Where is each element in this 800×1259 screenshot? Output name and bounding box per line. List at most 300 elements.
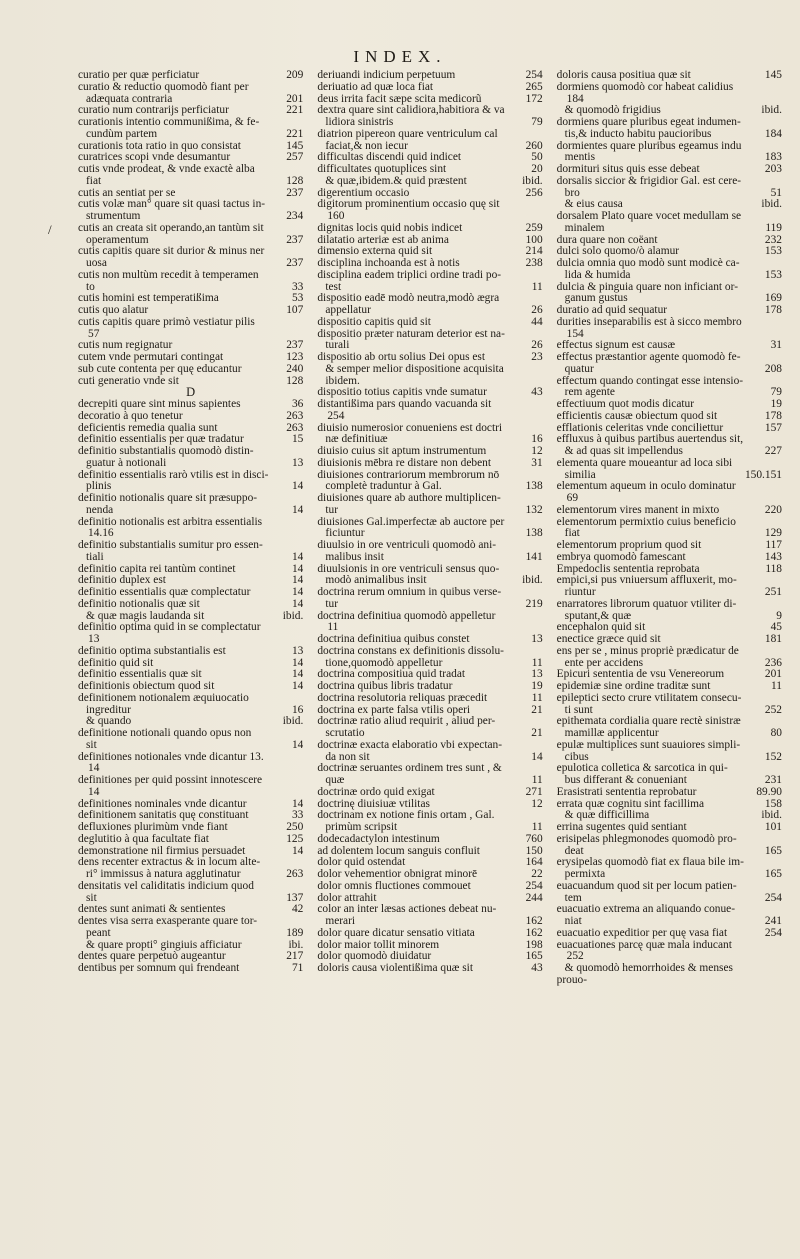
entry-page-ref: 237 <box>286 234 304 246</box>
entry-text: decrepiti quare sint minus sapientes <box>78 399 241 410</box>
entry-page-ref: ibi. <box>288 939 304 951</box>
entry-text: deglutitio à qua facultate fiat <box>78 833 209 845</box>
entry-text: dentes quare perpetuò augeantur <box>78 951 226 963</box>
entry-text: & eius causa <box>564 199 623 211</box>
index-entry <box>557 622 782 634</box>
entry-page-ref: 12 <box>531 446 543 457</box>
index-entry <box>557 916 782 928</box>
entry-page-ref: 237 <box>286 340 304 352</box>
entry-text: definitiones notionales vnde dicantur 13. <box>78 751 264 763</box>
index-entry <box>78 552 303 564</box>
index-entry <box>78 940 303 952</box>
entry-text: niat <box>564 916 582 927</box>
entry-text: & quare propti° gingiuis afficiatur <box>86 939 242 951</box>
entry-page-ref: 157 <box>764 422 782 434</box>
entry-page-ref: 44 <box>531 316 543 328</box>
entry-text: digerentium occasio <box>317 187 410 199</box>
index-entry <box>78 857 303 869</box>
entry-text: doctrinæ exacta elaboratio vbi expectan- <box>317 739 503 751</box>
index-entry <box>557 364 782 376</box>
entry-text: doloris causa positiua quæ sit <box>556 70 691 81</box>
entry-page-ref: 26 <box>531 340 543 352</box>
entry-text: definitiones per quid possint innotescere <box>78 775 263 786</box>
index-entry <box>557 658 782 670</box>
entry-text: & quæ difficillima <box>564 810 650 822</box>
entry-text: definitio substantialis quomodò distin- <box>78 446 254 457</box>
entry-text: plinis <box>86 481 112 493</box>
index-entry <box>317 928 542 940</box>
index-entry <box>78 105 303 117</box>
entry-text: ibidem. <box>325 375 360 387</box>
index-entry <box>78 246 303 258</box>
entry-text: doctrinæ ratio aliud requirit , aliud per- <box>317 716 496 728</box>
entry-text: effectum quando contingat esse intensio- <box>556 375 744 387</box>
entry-page-ref: 16 <box>291 704 304 716</box>
index-entry <box>78 470 303 482</box>
index-entry <box>317 752 542 764</box>
entry-text: epulæ multiplices sunt suauiores simpli- <box>556 739 741 751</box>
index-entry <box>557 740 782 752</box>
index-entry <box>557 246 782 258</box>
entry-page-ref: 138 <box>525 528 543 540</box>
entry-text: doctrina ex parte falsa vtilis operi <box>317 704 471 716</box>
entry-text: defluxiones plurimùm vnde fiant <box>78 822 228 833</box>
index-entry <box>557 423 782 435</box>
index-entry <box>317 869 542 881</box>
entry-page-ref: 240 <box>286 363 304 375</box>
entry-text: similia <box>564 469 596 481</box>
entry-page-ref: 209 <box>286 70 304 81</box>
index-entry <box>557 223 782 235</box>
index-entry <box>557 728 782 740</box>
entry-text: ti sunt <box>564 704 593 716</box>
entry-text: 160 <box>327 211 345 222</box>
entry-text: dulcia omnia quo modò sunt modicè ca- <box>556 258 740 269</box>
entry-page-ref: 11 <box>771 681 782 692</box>
index-entry <box>317 434 542 446</box>
entry-text: elementorum permixtio cuius beneficio <box>556 516 737 528</box>
entry-page-ref: 50 <box>531 152 543 164</box>
entry-page-ref: 236 <box>764 657 782 669</box>
entry-page-ref: 231 <box>764 775 782 786</box>
entry-text: embrya quomodò famescant <box>556 551 686 563</box>
entry-text: euacuatio extrema an aliquando conue- <box>556 904 736 916</box>
entry-text: dispositio ab ortu solius Dei opus est <box>317 352 486 363</box>
entry-page-ref: 11 <box>531 775 543 786</box>
index-entry <box>317 446 542 458</box>
index-entry <box>317 705 542 717</box>
index-entry <box>317 846 542 858</box>
entry-text: cutis vnde prodeat, & vnde exactè alba <box>78 164 255 175</box>
index-entry <box>557 705 782 717</box>
entry-text: dispositio præter naturam deterior est na- <box>317 328 505 340</box>
index-entry <box>317 834 542 846</box>
index-entry <box>317 458 542 470</box>
index-entry <box>78 423 303 435</box>
entry-page-ref: 214 <box>525 246 543 258</box>
index-entry <box>317 270 542 282</box>
entry-page-ref: 254 <box>525 70 543 81</box>
entry-page-ref: 107 <box>286 305 304 316</box>
entry-page-ref: 53 <box>291 293 304 305</box>
index-entry <box>317 716 542 728</box>
index-entry <box>557 188 782 200</box>
entry-text: diatrion pipereon quare ventriculum cal <box>317 128 498 140</box>
entry-page-ref: 42 <box>291 904 304 916</box>
index-entry <box>557 493 782 505</box>
index-entry <box>557 763 782 775</box>
entry-text: minalem <box>564 222 605 234</box>
index-entry <box>317 470 542 482</box>
index-entry <box>317 599 542 611</box>
entry-page-ref: 257 <box>286 152 304 164</box>
index-entry <box>78 599 303 611</box>
entry-text: merari <box>325 916 356 927</box>
index-entry <box>317 352 542 364</box>
index-entry <box>557 458 782 470</box>
entry-text: & quando <box>86 716 132 728</box>
entry-page-ref: 220 <box>764 504 782 516</box>
entry-text: tem <box>564 892 582 904</box>
entry-text: permixta <box>564 869 606 880</box>
index-entry <box>317 129 542 141</box>
entry-text: diuisionis mēbra re distare non debent <box>317 457 491 469</box>
entry-text: malibus insit <box>325 551 384 563</box>
entry-text: definitio essentialis per quæ tradatur <box>78 434 244 446</box>
entry-page-ref: 128 <box>286 375 304 387</box>
entry-page-ref: 227 <box>764 446 782 457</box>
index-entry <box>78 716 303 728</box>
index-entry <box>78 611 303 623</box>
index-entry <box>78 70 303 82</box>
entry-text: ingreditur <box>86 704 131 716</box>
entry-text: color an inter læsas actiones debeat nu- <box>317 904 497 916</box>
entry-text: sit <box>86 892 97 904</box>
entry-page-ref: 117 <box>765 540 782 551</box>
index-entry <box>78 564 303 576</box>
entry-text: diuulsio in ore ventriculi quomodò ani- <box>317 540 497 551</box>
index-entry <box>78 305 303 317</box>
index-entry <box>78 340 303 352</box>
index-entry <box>317 117 542 129</box>
index-entry <box>557 869 782 881</box>
index-entry <box>78 846 303 858</box>
entry-text: 14.16 <box>88 528 114 540</box>
entry-text: elementa quare moueantur ad loca sibi <box>556 457 733 469</box>
entry-page-ref: 31 <box>531 457 543 469</box>
entry-text: completè traduntur à Gal. <box>325 481 442 493</box>
index-entry <box>317 575 542 587</box>
entry-page-ref: 101 <box>764 822 782 833</box>
entry-page-ref: 145 <box>286 140 304 152</box>
entry-text: definitio substantialis sumitur pro essen- <box>78 540 263 551</box>
entry-page-ref: 43 <box>531 387 543 399</box>
index-entry <box>557 446 782 458</box>
entry-page-ref: ibid. <box>761 810 782 822</box>
entry-page-ref: ibid. <box>282 716 304 728</box>
entry-text: diuisio cuius sit aptum instrumentum <box>317 446 487 457</box>
entry-text: definitio optima substantialis est <box>78 645 226 657</box>
entry-page-ref: ibid. <box>761 199 782 211</box>
entry-page-ref: 150.151 <box>744 469 782 481</box>
index-entry <box>317 940 542 952</box>
entry-page-ref: 165 <box>764 845 782 857</box>
index-entry <box>557 752 782 764</box>
index-entry <box>78 364 303 376</box>
entry-page-ref: 165 <box>764 869 782 880</box>
entry-page-ref: 254 <box>525 880 543 892</box>
entry-text: elementorum vires manent in mixto <box>556 504 720 516</box>
index-entry <box>317 223 542 235</box>
index-entry <box>78 622 303 634</box>
index-entry <box>78 669 303 681</box>
entry-text: tis,& inducto habitu paucioribus <box>564 128 712 140</box>
index-entry <box>557 975 782 987</box>
index-entry <box>317 775 542 787</box>
entry-text: curatio & reductio quomodò fiant per <box>78 81 249 93</box>
entry-text: dentes sunt animati & sentientes <box>78 904 226 916</box>
entry-text: dolor quomodò diuidatur <box>317 951 432 963</box>
index-entry <box>317 82 542 94</box>
index-entry <box>78 963 303 975</box>
entry-text: sub cute contenta per quę educantur <box>78 363 242 375</box>
index-entry <box>557 904 782 916</box>
index-entry <box>557 282 782 294</box>
index-entry <box>317 387 542 399</box>
entry-page-ref: 14 <box>291 598 304 610</box>
index-entry <box>317 211 542 223</box>
entry-text: distantißima pars quando vacuanda sit <box>317 399 492 410</box>
entry-page-ref: 14 <box>291 504 304 516</box>
entry-text: peant <box>86 927 111 939</box>
entry-text: D <box>186 387 196 399</box>
entry-page-ref: 260 <box>525 140 543 152</box>
entry-page-ref: 208 <box>764 363 782 375</box>
index-entry <box>557 528 782 540</box>
index-entry <box>317 235 542 247</box>
entry-text: disciplina eadem triplici ordine tradi po- <box>317 269 502 281</box>
entry-text: operamentum <box>86 234 149 246</box>
entry-text: erysipelas quomodò fiat ex flaua bile im- <box>556 857 744 869</box>
index-entry <box>317 329 542 341</box>
entry-text: to <box>86 281 95 293</box>
entry-page-ref: 201 <box>286 93 304 105</box>
entry-text: effectiuum quot modis dicatur <box>556 399 695 410</box>
entry-text: strumentum <box>86 211 141 222</box>
entry-page-ref: 244 <box>525 892 543 904</box>
entry-text: fiat <box>86 175 102 187</box>
index-entry <box>78 317 303 329</box>
entry-page-ref: 265 <box>525 81 543 93</box>
entry-page-ref: 153 <box>764 246 782 258</box>
entry-text: & quæ magis laudanda sit <box>86 610 205 622</box>
entry-text: nenda <box>86 504 114 516</box>
index-entry <box>317 70 542 82</box>
index-entry <box>317 411 542 423</box>
entry-page-ref: 189 <box>286 927 304 939</box>
entry-text: cutis an sentiat per se <box>78 187 176 199</box>
entry-text: doctrina rerum omnium in quibus verse- <box>317 587 502 598</box>
entry-text: euacuandum quod sit per locum patien- <box>556 880 737 892</box>
index-entry <box>78 176 303 188</box>
index-entry <box>317 528 542 540</box>
entry-text: dispositio eadē modò neutra,modò ægra <box>317 293 500 305</box>
entry-text: 252 <box>566 951 584 963</box>
entry-text: dolor vehementior obnigrat minorē <box>317 869 478 880</box>
index-column-2 <box>317 70 542 987</box>
entry-text: scrutatio <box>325 728 365 739</box>
entry-text: erisipelas phlegmonodes quomodò pro- <box>556 833 737 845</box>
index-entry <box>78 787 303 799</box>
entry-text: 69 <box>566 493 579 504</box>
entry-page-ref: 118 <box>765 563 782 575</box>
entry-page-ref: ibid. <box>522 175 543 187</box>
entry-text: & quomodò hemorrhoides & menses <box>564 963 733 974</box>
entry-text: doctrina compositiua quid tradat <box>317 669 466 681</box>
entry-text: durities inseparabilis est à sicco membro <box>556 316 742 328</box>
entry-text: definitio notionalis quæ sit <box>78 598 200 610</box>
entry-page-ref: 221 <box>286 128 304 140</box>
index-entry <box>78 893 303 905</box>
entry-text: doloris causa violentißima quæ sit <box>317 963 473 974</box>
entry-text: uosa <box>86 258 107 269</box>
entry-page-ref: 21 <box>531 704 543 716</box>
index-entry <box>78 658 303 670</box>
entry-page-ref: 158 <box>764 798 782 810</box>
entry-page-ref: 15 <box>291 434 304 446</box>
index-entry <box>78 869 303 881</box>
index-entry <box>317 164 542 176</box>
entry-text: & quomodò frigidius <box>564 105 661 117</box>
entry-text: euacuatio expeditior per quę vasa fiat <box>556 927 728 939</box>
index-entry <box>78 928 303 940</box>
entry-page-ref: 11 <box>531 822 543 833</box>
entry-text: & semper melior dispositione acquisita <box>325 363 504 375</box>
entry-page-ref: 11 <box>531 657 543 669</box>
index-entry <box>557 611 782 623</box>
index-entry <box>317 646 542 658</box>
entry-text: efficientis causæ obiectum quod sit <box>556 410 718 422</box>
entry-text: dolor maior tollit minorem <box>317 939 440 951</box>
index-entry <box>557 893 782 905</box>
entry-page-ref: 13 <box>531 669 543 681</box>
entry-page-ref: 143 <box>764 551 782 563</box>
index-entry <box>78 587 303 599</box>
entry-page-ref: 9 <box>776 610 782 622</box>
entry-text: definitionem notionalem æquiuocatio <box>78 692 249 704</box>
entry-page-ref: 19 <box>531 681 543 692</box>
index-entry <box>78 293 303 305</box>
index-entry <box>317 188 542 200</box>
index-columns <box>78 70 782 987</box>
entry-text: dolor attrahit <box>317 892 377 904</box>
entry-page-ref: 132 <box>525 504 543 516</box>
entry-page-ref: 71 <box>291 963 304 974</box>
entry-page-ref: 219 <box>525 598 543 610</box>
entry-page-ref: 14 <box>291 587 304 598</box>
index-entry <box>78 481 303 493</box>
index-entry <box>317 493 542 505</box>
entry-text: enectice græce quid sit <box>556 634 661 645</box>
index-entry <box>78 82 303 94</box>
entry-text: definitionis obiectum quod sit <box>78 681 215 692</box>
entry-text: deus irrita facit sæpe scita medicorũ <box>317 93 482 105</box>
index-entry <box>317 540 542 552</box>
index-entry <box>78 235 303 247</box>
entry-text: definitio quid sit <box>78 657 154 669</box>
index-entry <box>78 211 303 223</box>
entry-page-ref: 221 <box>286 105 304 117</box>
entry-page-ref: 89.90 <box>756 786 782 798</box>
index-entry <box>317 951 542 963</box>
entry-page-ref: 11 <box>531 692 543 704</box>
entry-page-ref: 141 <box>525 551 543 563</box>
entry-page-ref: 14 <box>291 669 304 681</box>
entry-text: sit <box>86 739 97 751</box>
entry-page-ref: 241 <box>764 916 782 927</box>
index-entry <box>78 705 303 717</box>
entry-page-ref: 237 <box>286 187 304 199</box>
index-entry <box>317 693 542 705</box>
index-entry <box>78 634 303 646</box>
index-entry <box>557 199 782 211</box>
index-entry <box>317 857 542 869</box>
index-entry <box>557 411 782 423</box>
entry-text: tione,quomodò appelletur <box>325 657 443 669</box>
entry-text: dulcia & pinguia quare non inficiant or- <box>556 281 738 293</box>
entry-text: definitio notionalis quare sit præsuppo- <box>78 493 258 504</box>
index-entry <box>78 434 303 446</box>
entry-text: fiat <box>564 528 580 540</box>
index-entry <box>78 152 303 164</box>
entry-text: diuulsionis in ore ventriculi sensus quo- <box>317 563 500 575</box>
entry-page-ref: 26 <box>531 305 543 316</box>
entry-text: effectus signum est causæ <box>556 340 676 352</box>
page-title: INDEX. <box>353 47 447 66</box>
index-entry <box>317 481 542 493</box>
index-entry <box>78 199 303 211</box>
entry-page-ref: 152 <box>764 751 782 763</box>
entry-text: doctrina definitiua quibus constet <box>317 634 470 645</box>
index-entry <box>557 669 782 681</box>
entry-text: faciat,& non iecur <box>325 140 408 152</box>
index-entry <box>557 775 782 787</box>
entry-text: definitio essentialis rarò vtilis est in disci- <box>78 469 269 481</box>
entry-text: deriuandi indicium perpetuum <box>317 70 456 81</box>
index-entry <box>317 317 542 329</box>
index-entry <box>317 564 542 576</box>
entry-page-ref: 232 <box>764 234 782 246</box>
index-entry <box>317 258 542 270</box>
entry-page-ref: 51 <box>770 187 782 199</box>
index-entry <box>317 810 542 822</box>
entry-text: cutis num regignatur <box>78 340 173 352</box>
entry-text: dodecadactylon intestinum <box>317 833 440 845</box>
entry-text: 14 <box>88 786 100 798</box>
entry-text: ficiuntur <box>325 528 365 540</box>
entry-page-ref: 203 <box>764 164 782 175</box>
index-entry <box>557 352 782 364</box>
entry-text: definitio notionalis est arbitra essentialis <box>78 516 263 528</box>
entry-page-ref: 128 <box>286 175 304 187</box>
index-entry <box>557 716 782 728</box>
entry-page-ref: 145 <box>764 70 782 81</box>
entry-page-ref: 183 <box>764 152 782 164</box>
entry-text: dulci solo quomo/ò alamur <box>556 246 680 258</box>
index-entry <box>317 634 542 646</box>
index-entry <box>78 329 303 341</box>
entry-page-ref: 760 <box>525 833 543 845</box>
